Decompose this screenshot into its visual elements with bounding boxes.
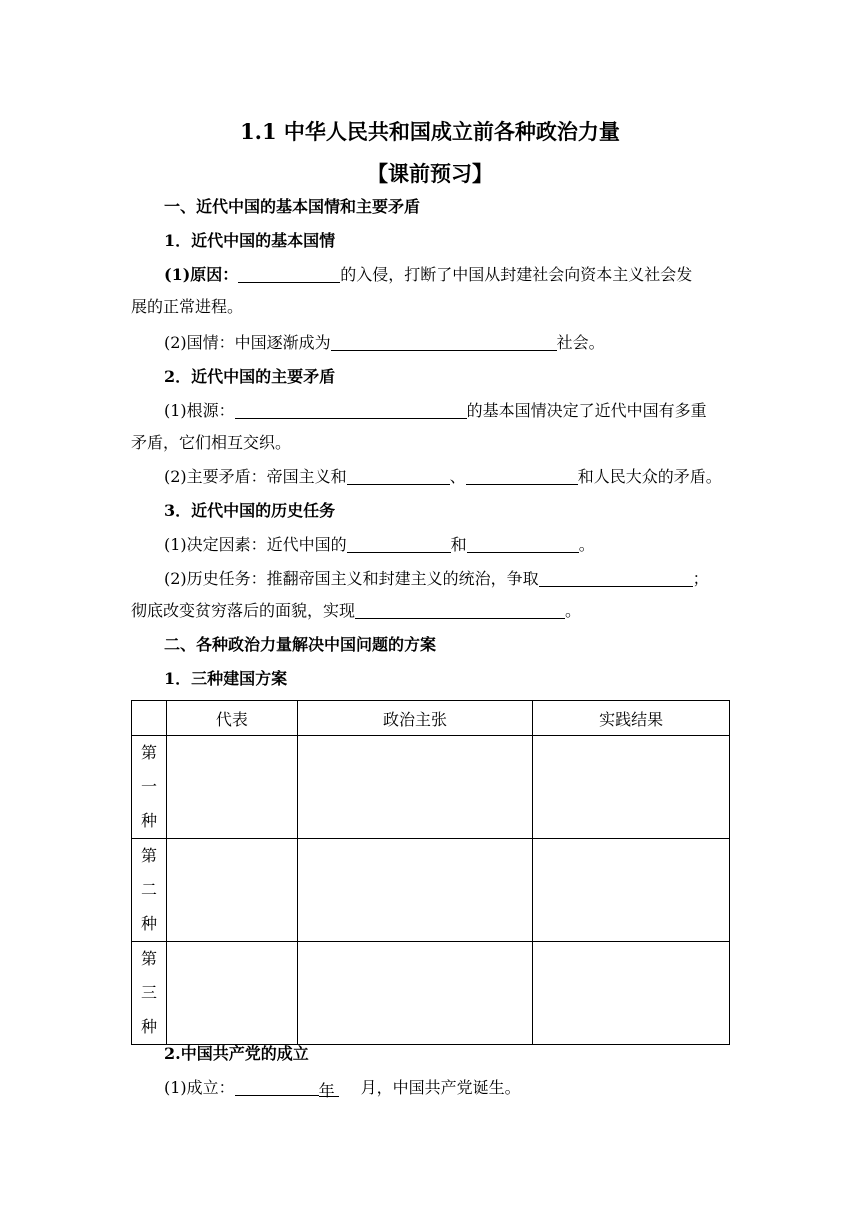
paragraph-condition bbox=[164, 332, 764, 354]
blank-cause[interactable] bbox=[238, 266, 340, 283]
text-founding: 月，中国共产党诞生。 bbox=[360, 1078, 521, 1097]
item-5-heading: 2.中国共产党的成立 bbox=[164, 1044, 309, 1063]
item-4-heading: 1．三种建国方案 bbox=[164, 669, 288, 688]
row-label-char: 第 bbox=[140, 949, 157, 968]
blank-condition[interactable] bbox=[331, 334, 557, 351]
table-header-representative: 代表 bbox=[166, 701, 297, 736]
blank-factor-2[interactable] bbox=[467, 536, 579, 553]
row-label-char: 二 bbox=[140, 880, 157, 899]
table-header-row bbox=[132, 701, 730, 736]
section-2-heading: 二、各种政治力量解决中国问题的方案 bbox=[164, 635, 437, 654]
blank-task-1[interactable] bbox=[539, 570, 693, 587]
cell-practice-result[interactable] bbox=[533, 839, 730, 942]
text-period-2: 。 bbox=[565, 601, 582, 620]
text-root: 的基本国情决定了近代中国有多重 bbox=[466, 401, 707, 420]
blank-year[interactable] bbox=[235, 1079, 319, 1096]
year-label: 年 bbox=[319, 1080, 339, 1097]
text-main-contradiction: 和人民大众的矛盾。 bbox=[577, 467, 722, 486]
row-label bbox=[132, 736, 167, 839]
cell-practice-result[interactable] bbox=[533, 942, 730, 1045]
blank-root[interactable] bbox=[235, 402, 467, 419]
plans-table bbox=[131, 700, 730, 1045]
paragraph-cause-cont: 展的正常进程。 bbox=[131, 297, 244, 316]
text-and: 和 bbox=[450, 535, 467, 554]
blank-factor-1[interactable] bbox=[347, 536, 451, 553]
section-1-heading: 一、近代中国的基本国情和主要矛盾 bbox=[164, 197, 421, 216]
text-task-cont: 彻底改变贫穷落后的面貌，实现 bbox=[131, 601, 356, 620]
page-title: 1.1 中华人民共和国成立前各种政治力量 bbox=[240, 119, 620, 144]
paragraph-main-contradiction bbox=[164, 466, 764, 488]
table-row bbox=[132, 942, 730, 1045]
item-3-heading: 3．近代中国的历史任务 bbox=[164, 501, 336, 520]
paragraph-task bbox=[164, 568, 764, 590]
blank-contradiction-1[interactable] bbox=[347, 468, 450, 485]
label-task: (2)历史任务：推翻帝国主义和封建主义的统治，争取 bbox=[164, 569, 539, 588]
label-founding: (1)成立： bbox=[164, 1078, 235, 1097]
separator: 、 bbox=[449, 467, 466, 486]
cell-representative[interactable] bbox=[166, 942, 297, 1045]
label-cause: (1)原因： bbox=[164, 265, 239, 284]
cell-representative[interactable] bbox=[166, 839, 297, 942]
page-subtitle: 【课前预习】 bbox=[367, 161, 493, 186]
text-condition: 社会。 bbox=[556, 333, 605, 352]
table-row bbox=[132, 839, 730, 942]
row-label-char: 三 bbox=[140, 983, 157, 1002]
paragraph-task-cont bbox=[131, 600, 731, 622]
table-header-practice-result: 实践结果 bbox=[533, 701, 730, 736]
table-header-political-claim: 政治主张 bbox=[297, 701, 533, 736]
label-main-contradiction: (2)主要矛盾：帝国主义和 bbox=[164, 467, 347, 486]
paragraph-cause bbox=[164, 264, 764, 286]
cell-representative[interactable] bbox=[166, 736, 297, 839]
row-label-char: 种 bbox=[140, 811, 157, 830]
item-1-heading: 1．近代中国的基本国情 bbox=[164, 231, 336, 250]
paragraph-founding bbox=[164, 1077, 764, 1099]
table-header-corner bbox=[132, 701, 167, 736]
label-factor: (1)决定因素：近代中国的 bbox=[164, 535, 347, 554]
row-label-char: 第 bbox=[140, 743, 157, 762]
item-2-heading: 2．近代中国的主要矛盾 bbox=[164, 367, 336, 386]
row-label-char: 种 bbox=[140, 1017, 157, 1036]
label-root: (1)根源： bbox=[164, 401, 235, 420]
text-semicolon: ； bbox=[692, 569, 709, 588]
row-label bbox=[132, 942, 167, 1045]
cell-political-claim[interactable] bbox=[297, 736, 533, 839]
row-label bbox=[132, 839, 167, 942]
paragraph-root bbox=[164, 400, 764, 422]
text-cause: 的入侵，打断了中国从封建社会向资本主义社会发 bbox=[340, 265, 693, 284]
blank-task-2[interactable] bbox=[355, 602, 565, 619]
cell-political-claim[interactable] bbox=[297, 839, 533, 942]
cell-political-claim[interactable] bbox=[297, 942, 533, 1045]
paragraph-root-cont: 矛盾，它们相互交织。 bbox=[131, 433, 292, 452]
row-label-char: 种 bbox=[140, 914, 157, 933]
row-label-char: 一 bbox=[140, 777, 157, 796]
paragraph-factor bbox=[164, 534, 764, 556]
row-label-char: 第 bbox=[140, 846, 157, 865]
blank-contradiction-2[interactable] bbox=[466, 468, 578, 485]
label-condition: (2)国情：中国逐渐成为 bbox=[164, 333, 331, 352]
cell-practice-result[interactable] bbox=[533, 736, 730, 839]
table-row bbox=[132, 736, 730, 839]
text-period: 。 bbox=[578, 535, 595, 554]
